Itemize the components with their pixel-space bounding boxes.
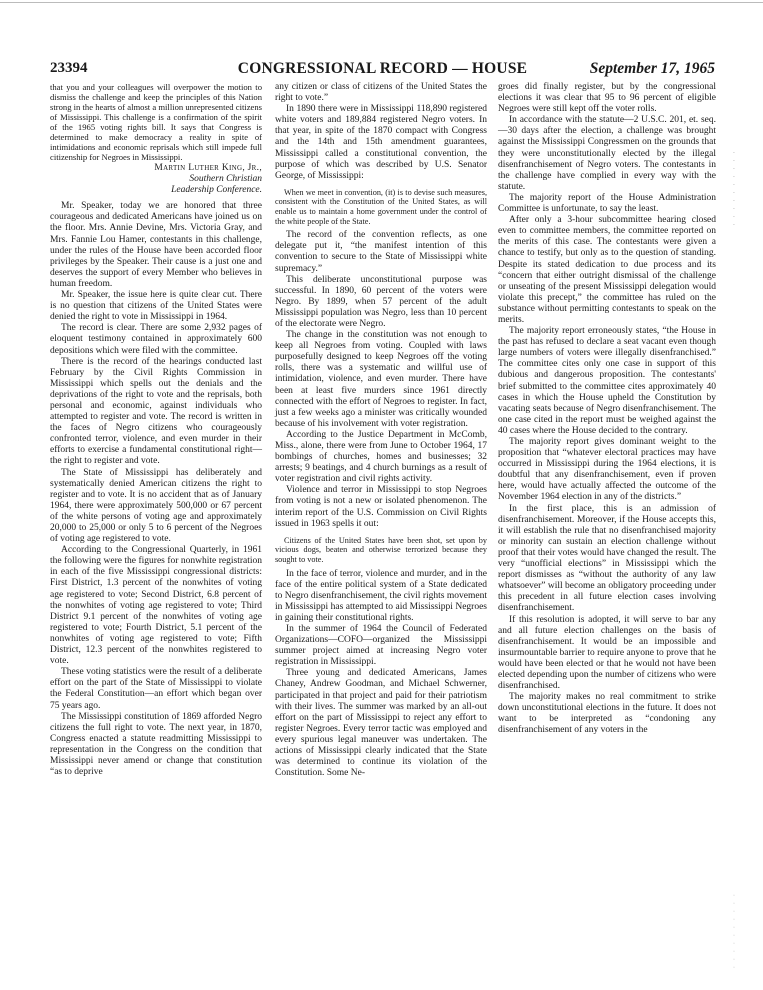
signature-name: Martin Luther King, Jr.,	[154, 163, 262, 173]
paragraph: The majority makes no real commitment to strike down unconstitutional elections in the future. It does not want to be interpreted as “condoning any disenfranchisement of any voters in the	[498, 692, 716, 736]
paragraph: Mr. Speaker, today we are honored that three courageous and dedicated Americans have joined us on the floor. Mrs. Annie Devine, Mrs. Victoria Gray, and Mrs. Fannie Lou Hamer, contestants in this challenge, under the rules of the House have been accorded floor privileges by the Speaker. Their cause is a just one and deserves the support of every Member who believes in human freedom.	[50, 201, 262, 289]
paragraph: The majority report gives dominant weight to the proposition that “whatever electoral practices may have occurred in Mississippi during the 1964 elections, it is doubtful that any disenfranchisement, even if proven here, would have actually affected the outcome of the November 1964 election in any of the districts.”	[498, 437, 716, 503]
paragraph: Three young and dedicated Americans, James Chaney, Andrew Goodman, and Michael Schwerner, participated in that project and paid for their patriotism with their lives. The summer was marked by an all-out effort on the part of Mississippi to reject any effort to register Negroes. Every terror tactic was employed and every spurious legal maneuver was undertaken. The actions of Mississippi clearly indicated that the State was determined to continue its violation of the Constitution. Some Ne-	[275, 668, 487, 779]
paragraph: The majority report of the House Administration Committee is unfortunate, to say the least.	[498, 192, 716, 215]
paragraph: The record is clear. There are some 2,932 pages of eloquent testimony contained in approximately 600 depositions which were filed with the committee.	[50, 323, 262, 356]
paragraph: The State of Mississippi has deliberately and systematically denied American citizens the right to register and to vote. It is no accident that as of January 1964, there were approximately 500,000 or 67 percent of the white persons of voting age and approximately 20,000 to 25,000 or only 5 to 6 percent of the Negroes of voting age registered to vote.	[50, 467, 262, 545]
paragraph: According to the Justice Department in McComb, Miss., alone, there were from June to October 1964, 17 bombings of churches, homes and businesses; 32 arrests; 9 beatings, and 4 church burnings as a result of voter registration and civil rights activity.	[275, 429, 487, 485]
paragraph: In the first place, this is an admission of disenfranchisement. Moreover, if the House accepts this, it will establish the rule that no disenfranchised majority or minority can sustain an election challenge without proof that their votes would have changed the result. The very “unofficial elections” in Mississippi which the report dismisses as “without the authority of any law whatsoever” will become an obligatory proceeding under this precedent in all future election cases involving disenfranchisement.	[498, 503, 716, 614]
top-rule	[0, 2, 763, 3]
paragraph: The change in the constitution was not enough to keep all Negroes from voting. Coupled with laws purposefully designed to keep Negroes off the voting rolls, there was a systematic and willful use of intimidation, violence, and even murder. There have been at least five murders since 1961 directly connected with the effort of Negroes to register. In fact, just a few weeks ago a minister was critically wounded because of his involvement with voter registration.	[275, 330, 487, 429]
paragraph: In accordance with the statute—2 U.S.C. 201, et. seq.—30 days after the election, a challenge was brought against the Mississippi Congressmen on the grounds that they were unconstitutionally elected by the illegal disenfranchisement of Negro voters. The contestants in the challenge have complied in every way with the statute.	[498, 115, 716, 192]
paragraph: The Mississippi constitution of 1869 afforded Negro citizens the full right to vote. The next year, in 1870, Congress enacted a statute readmitting Mississippi to representation in the Congress on the condition that Mississippi never amend or change that constitution “as to deprive	[50, 711, 262, 778]
telegram-quote: that you and your colleagues will overpower the motion to dismiss the challenge and keep the principles of this Nation strong in the hearts of almost a million unrepresented citizens of Mississippi. This challenge is a confirmation of the spirit of the 1965 voting rights bill. It says that Congress is determined to make democracy a reality in spite of intimidations and economic reprisals which still impede full citizenship for Negroes in Mississippi.	[50, 82, 262, 162]
signature-org-line-2: Leadership Conference.	[171, 185, 262, 196]
paragraph: There is the record of the hearings conducted last February by the Civil Rights Commission in Mississippi which spells out the denials and the deprivations of the right to vote and the reprisals, both personal and economic, against individuals who attempted to register and vote. The record is written in the faces of Negro citizens who courageously confronted terror, violence, and even murder in their efforts to exercise a fundamental constitutional right—the right to register and vote.	[50, 356, 262, 467]
block-quote: When we meet in convention, (it) is to devise such measures, consistent with the Constitution of the United States, as will enable us to maintain a home government under the control of the white people of the State.	[275, 187, 487, 226]
issue-date: September 17, 1965	[589, 60, 715, 77]
paragraph: If this resolution is adopted, it will serve to bar any and all future election challenges on the basis of disenfranchisement. It would be an impossible and insurmountable barrier to require anyone to prove that he would have been elected or that he would not have been elected depending upon the number of citizens who were disenfranchised.	[498, 614, 716, 692]
page-number: 23394	[50, 60, 88, 76]
column-1	[50, 82, 262, 778]
paragraph: Mr. Speaker, the issue here is quite clear cut. There is no question that citizens of the United States were denied the right to vote in Mississippi in 1964.	[50, 290, 262, 323]
paragraph: In 1890 there were in Mississippi 118,890 registered white voters and 189,884 registered Negro voters. In that year, in spite of the 1870 compact with Congress and the 14th and 15th amendment guarantees, Mississippi called a constitutional convention, the purpose of which was described by U.S. Senator George, of Mississippi:	[275, 104, 487, 181]
scan-margin-marks: · · · · · · · · · ·	[733, 150, 735, 229]
signature-org-line-1: Southern Christian	[189, 174, 262, 185]
block-quote: Citizens of the United States have been shot, set upon by vicious dogs, beaten and otherwise terrorized because they sought to vote.	[275, 535, 487, 564]
scan-margin-marks-bottom: · · · · · · · · · ·	[733, 893, 735, 971]
paragraph: These voting statistics were the result of a deliberate effort on the part of the State of Mississippi to violate the Federal Constitution—an effort which began over 75 years ago.	[50, 667, 262, 711]
paragraph: The majority report erroneously states, “the House in the past has refused to declare a seat vacant even though large numbers of voters were illegally disenfranchised.” The committee cites only one case in support of this dubious and dangerous proposition. The contestants' brief submitted to the committee cites approximately 40 cases in which the House upheld the Constitution by vacating seats because of Negro disenfranchisement. The one case cited in the report must be weighed against the 40 cases where the House decided to the contrary.	[498, 326, 716, 436]
paragraph: According to the Congressional Quarterly, in 1961 the following were the figures for nonwhite registration in each of the five Mississippi congressional districts: First District, 1.3 percent of the nonwhites of voting age registered to vote; Second District, 6.8 percent of the nonwhites of voting age registered to vote; Third District 9.1 percent of the nonwhites of voting age registered to vote; Fourth District, 5.1 percent of the nonwhites of voting age registered to vote; Fifth District, 12.3 percent of the nonwhites registered to vote.	[50, 545, 262, 667]
paragraph: In the face of terror, violence and murder, and in the face of the entire political system of a State dedicated to Negro disenfranchisement, the civil rights movement in Mississippi has attempted to aid Mississippi Negroes in gaining their constitutional rights.	[275, 568, 487, 623]
paragraph: In the summer of 1964 the Council of Federated Organizations—COFO—organized the Mississippi summer project aimed at increasing Negro voter registration in Mississippi.	[275, 624, 487, 668]
column-3	[498, 82, 716, 737]
paragraph: Violence and terror in Mississippi to stop Negroes from voting is not a new or isolated phenomenon. The interim report of the U.S. Commission on Civil Rights issued in 1963 spells it out:	[275, 485, 487, 529]
signature-block	[50, 163, 262, 196]
paragraph: After only a 3-hour subcommittee hearing closed even to committee members, the committee reported on the merits of this case. The contestants were given a chance to testify, but only as to the question of standing. Despite its stated dedication to due process and its “concern that either outright dismissal of the challenge or unseating of the present Mississippi delegation would violate this precept,” the committee has ruled on the substance without permitting contestants to speak on the merits.	[498, 215, 716, 325]
column-2	[275, 82, 487, 779]
paragraph: any citizen or class of citizens of the United States the right to vote.”	[275, 82, 487, 104]
paragraph: groes did finally register, but by the congressional elections it was clear that 95 to 96 percent of eligible Negroes were still kept off the voter rolls.	[498, 82, 716, 115]
paragraph: This deliberate unconstitutional purpose was successful. In 1890, 60 percent of the voters were Negro. By 1899, when 57 percent of the adult Mississippi population was Negro, less than 10 percent of the electorate were Negro.	[275, 274, 487, 329]
publication-title: CONGRESSIONAL RECORD — HOUSE	[237, 60, 528, 77]
page-header	[50, 60, 715, 82]
paragraph: The record of the convention reflects, as one delegate put it, “the manifest intention of this convention to secure to the State of Mississippi white supremacy.”	[275, 230, 487, 274]
